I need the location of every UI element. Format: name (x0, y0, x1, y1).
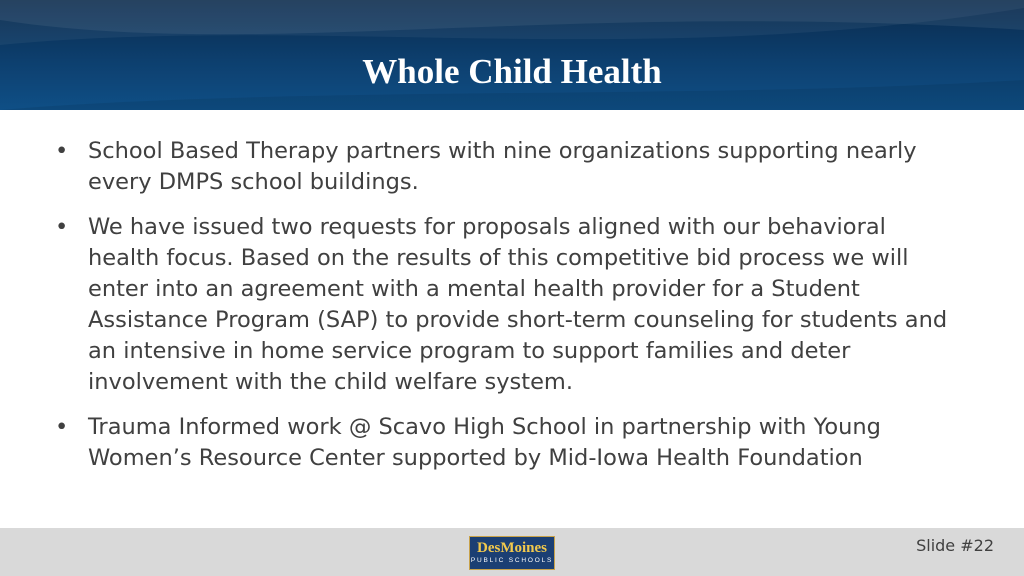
bullet-list (55, 136, 955, 488)
bullet-text: School Based Therapy partners with nine organizations supporting nearly every DMPS school buildings. (88, 138, 917, 195)
des-moines-logo (469, 536, 555, 570)
logo-subtitle: PUBLIC SCHOOLS (470, 557, 554, 564)
bullet-icon: • (55, 414, 69, 440)
footer-bar (0, 528, 1024, 576)
bullet-icon: • (55, 214, 69, 240)
bullet-icon: • (55, 138, 69, 164)
bullet-item-therapy (55, 136, 955, 198)
bullet-text: Trauma Informed work @ Scavo High School in partnership with Young Women’s Resource Center supported by Mid-Iowa Health Foundation (88, 414, 881, 471)
bullet-text: We have issued two requests for proposals aligned with our behavioral health focus. Based on the results of this competitive bid process we will enter into an agreement with a mental health provider for a Student Assistance Program (SAP) to provide short-term counseling for students and an intensive in home service program to support families and deter involvement with the child welfare system. (88, 214, 948, 395)
bullet-item-proposals (55, 212, 955, 398)
title-banner (0, 0, 1024, 110)
slide-title: Whole Child Health (362, 52, 662, 91)
bullet-item-trauma (55, 412, 955, 474)
logo-wordmark: DesMoines (477, 540, 547, 556)
slide-number: Slide #22 (916, 536, 994, 555)
